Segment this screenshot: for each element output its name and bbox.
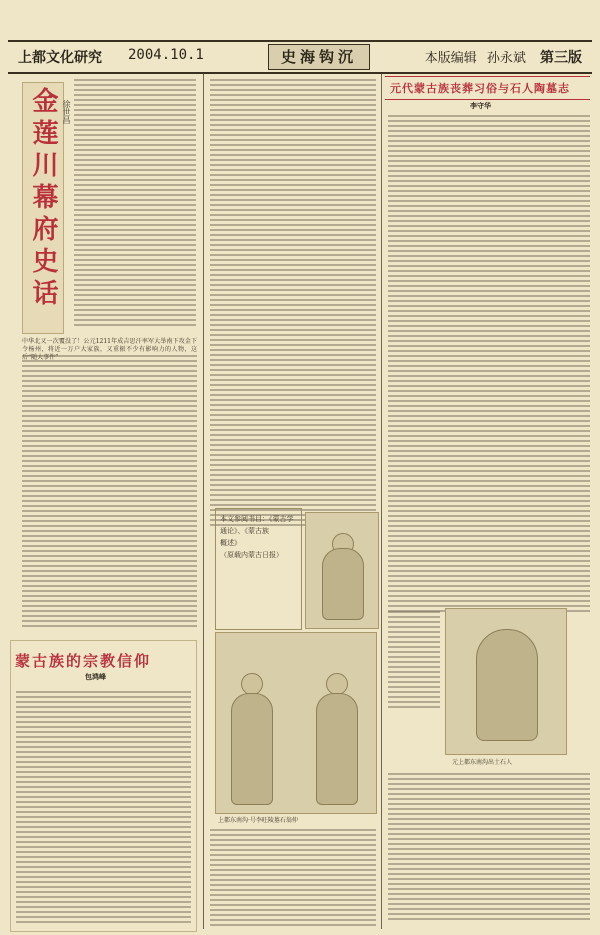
right-article-tail xyxy=(388,770,590,928)
left-article-body xyxy=(22,352,197,634)
left-article-intro xyxy=(74,76,196,336)
reference-note-box xyxy=(215,508,302,630)
issue-date: 2004.10.1 xyxy=(128,47,204,63)
publication-name: 上都文化研究 xyxy=(18,50,102,66)
note-line: 概述》 xyxy=(220,539,241,547)
photo-caption-left: 上都东南沟·号李旺陵墓石翁仲 xyxy=(218,817,298,824)
masthead xyxy=(8,40,592,74)
statue-photo-1 xyxy=(305,512,379,629)
section-title: 史海钩沉 xyxy=(268,44,370,70)
feature-title: 金莲川幕府史话 xyxy=(28,87,58,311)
column-divider-1 xyxy=(203,74,204,929)
editor-info xyxy=(425,47,582,67)
stone-figure-photo xyxy=(445,608,567,755)
right-article-wrap xyxy=(388,608,440,758)
right-article-body xyxy=(388,112,590,602)
editor-name: 孙永斌 xyxy=(486,51,526,66)
column-divider-2 xyxy=(381,74,382,929)
center-article-tail xyxy=(210,826,376,928)
right-article-title: 元代蒙古族丧葬习俗与石人陶墓志 xyxy=(390,82,570,95)
note-line: （原载内蒙古日报） xyxy=(220,551,283,559)
note-line: 通论》、《蒙古族 xyxy=(220,527,269,535)
note-line: 本文参阅书目：《蒙古学 xyxy=(220,515,294,523)
editor-label: 本版编辑 xyxy=(424,51,477,66)
photo-caption-right: 元上都东南沟出土石人 xyxy=(452,759,513,766)
stone-statues-photo xyxy=(215,632,377,814)
page-label: 第三版 xyxy=(540,50,582,66)
left-article-sample: 中华北又一次覆没了！公元1211年成吉思汗率军大举南下攻金下令杨州，将近一万户大家族，又重振不少有影响力的人物，这后“随大事件” xyxy=(22,338,197,361)
religion-body xyxy=(16,688,191,926)
right-article-author: 李守华 xyxy=(470,101,491,110)
religion-author: 包鸿峰 xyxy=(85,672,106,681)
religion-title: 蒙古族的宗教信仰 xyxy=(15,652,152,670)
feature-author: 徐世昌 xyxy=(62,100,71,124)
feature-title-block xyxy=(22,82,64,334)
center-article-body xyxy=(210,76,376,504)
